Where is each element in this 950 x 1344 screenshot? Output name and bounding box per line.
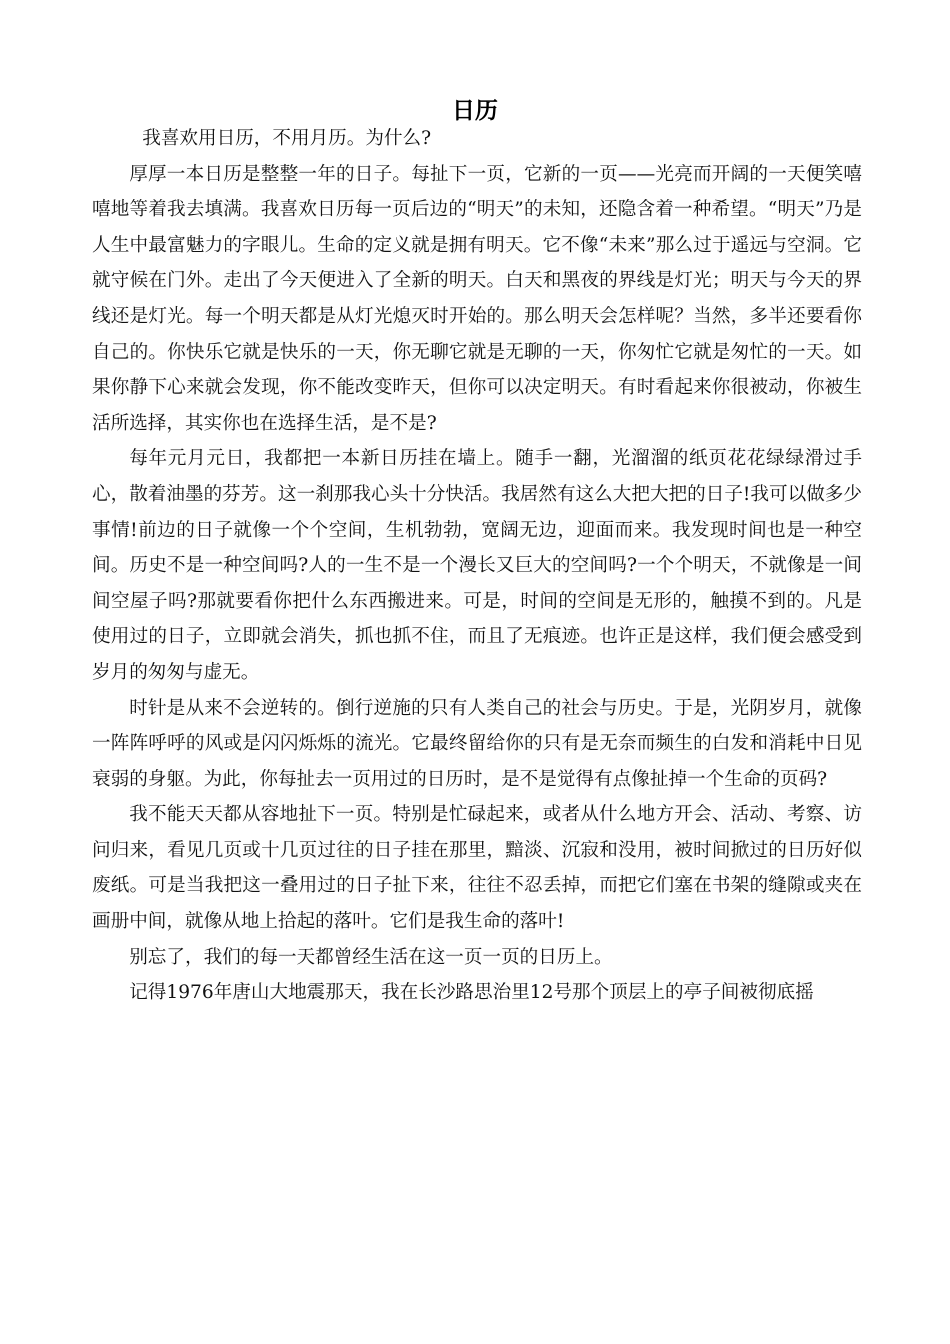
document-body (92, 121, 862, 1011)
paragraph: 厚厚一本日历是整整一年的日子。每扯下一页，它新的一页——光亮而开阔的一天便笑嘻嘻地等着我去填满。我喜欢日历每一页后边的“明天”的未知，还隐含着一种希望。“明天”乃是人生中最富魅力的字眼儿。生命的定义就是拥有明天。它不像“未来”那么过于遥远与空洞。它就守候在门外。走出了今天便进入了全新的明天。白天和黑夜的界线是灯光；明天与今天的界线还是灯光。每一个明天都是从灯光熄灭时开始的。那么明天会怎样呢？当然，多半还要看你自己的。你快乐它就是快乐的一天，你无聊它就是无聊的一天，你匆忙它就是匆忙的一天。如果你静下心来就会发现，你不能改变昨天，但你可以决定明天。有时看起来你很被动，你被生活所选择，其实你也在选择生活，是不是? (92, 163, 862, 434)
paragraph: 每年元月元日，我都把一本新日历挂在墙上。随手一翻，光溜溜的纸页花花绿绿滑过手心，散着油墨的芬芳。这一刹那我心头十分快活。我居然有这么大把大把的日子!我可以做多少事情!前边的日子就像一个个空间，生机勃勃，宽阔无边，迎面而来。我发现时间也是一种空间。历史不是一种空间吗?人的一生不是一个漫长又巨大的空间吗?一个个明天，不就像是一间间空屋子吗?那就要看你把什么东西搬进来。可是，时间的空间是无形的，触摸不到的。凡是使用过的日子，立即就会消失，抓也抓不住，而且了无痕迹。也许正是这样，我们便会感受到岁月的匆匆与虚无。 (92, 448, 862, 683)
paragraph: 我不能天天都从容地扯下一页。特别是忙碌起来，或者从什么地方开会、活动、考察、访问归来，看见几页或十几页过往的日子挂在那里，黯淡、沉寂和没用，被时间掀过的日历好似废纸。可是当我把这一叠用过的日子扯下来，往往不忍丢掉，而把它们塞在书架的缝隙或夹在画册中间，就像从地上拾起的落叶。它们是我生命的落叶! (92, 804, 862, 933)
document-title: 日历 (452, 98, 498, 124)
paragraph: 别忘了，我们的每一天都曾经生活在这一页一页的日历上。 (129, 946, 613, 968)
paragraph: 记得1976年唐山大地震那天，我在长沙路思治里12号那个顶层上的亭子间被彻底摇 (129, 982, 814, 1004)
paragraph: 我喜欢用日历，不用月历。为什么? (142, 128, 432, 149)
paragraph: 时针是从来不会逆转的。倒行逆施的只有人类自己的社会与历史。于是，光阴岁月，就像一阵阵呼呼的风或是闪闪烁烁的流光。它最终留给你的只有是无奈而频生的白发和消耗中日见衰弱的身躯。为此，你每扯去一页用过的日历时，是不是觉得有点像扯掉一个生命的页码? (92, 697, 862, 790)
